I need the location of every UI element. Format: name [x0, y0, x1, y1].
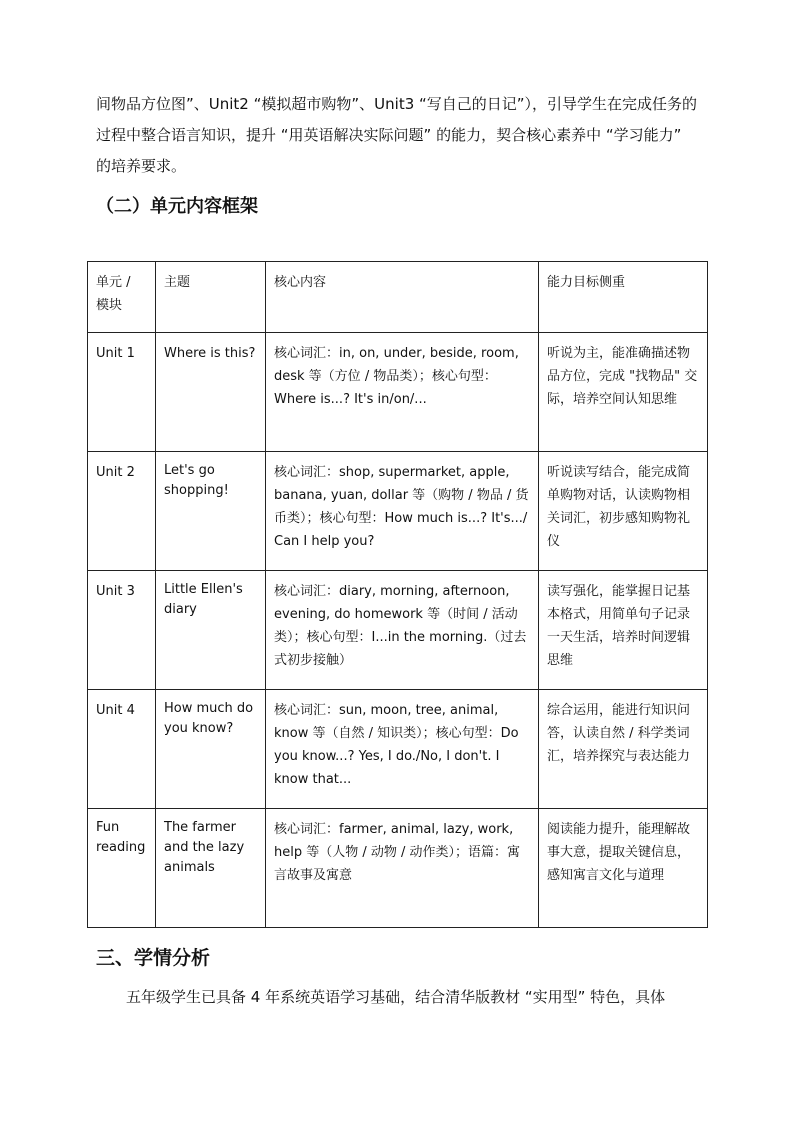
cell-content: 核心词汇：diary, morning, afternoon, evening, do homework 等（时间 / 活动类）；核心句型：I...in the morning.（过去式初步接触）	[266, 571, 539, 690]
table-row	[88, 333, 708, 452]
cell-unit: Unit 1	[88, 333, 156, 452]
table-row	[88, 690, 708, 809]
learner-analysis-paragraph: 五年级学生已具备 4 年系统英语学习基础，结合清华版教材 “实用型” 特色，具体	[126, 988, 666, 1006]
table-header-row	[88, 262, 708, 333]
header-topic: 主题	[156, 262, 266, 333]
table-row	[88, 452, 708, 571]
cell-topic: The farmer and the lazy animals	[156, 809, 266, 928]
intro-paragraph: 间物品方位图”、Unit2 “模拟超市购物”、Unit3 “写自己的日记”），引导学生在完成任务的过程中整合语言知识，提升 “用英语解决实际问题” 的能力，契合核心素养中 “学习能力” 的培养要求。	[96, 95, 698, 175]
cell-content: 核心词汇：shop, supermarket, apple, banana, yuan, dollar 等（购物 / 物品 / 货币类）；核心句型：How much is...? It's.../ Can I help you?	[266, 452, 539, 571]
cell-topic: How much do you know?	[156, 690, 266, 809]
cell-unit: Unit 3	[88, 571, 156, 690]
table-row	[88, 571, 708, 690]
cell-unit: Fun reading	[88, 809, 156, 928]
cell-unit: Unit 2	[88, 452, 156, 571]
cell-content: 核心词汇：sun, moon, tree, animal, know 等（自然 / 知识类）；核心句型：Do you know...? Yes, I do./No, I don't. I know that...	[266, 690, 539, 809]
cell-goal: 听说为主，能准确描述物品方位，完成 "找物品" 交际，培养空间认知思维	[539, 333, 708, 452]
header-goal: 能力目标侧重	[539, 262, 708, 333]
cell-content: 核心词汇：in, on, under, beside, room, desk 等（方位 / 物品类）；核心句型：Where is...? It's in/on/...	[266, 333, 539, 452]
section-heading-learner-analysis: 三、学情分析	[96, 947, 211, 969]
header-unit: 单元 / 模块	[88, 262, 156, 333]
section-heading-content-framework: （二）单元内容框架	[96, 196, 258, 217]
cell-goal: 综合运用，能进行知识问答，认读自然 / 科学类词汇，培养探究与表达能力	[539, 690, 708, 809]
cell-goal: 听说读写结合，能完成简单购物对话，认读购物相关词汇，初步感知购物礼仪	[539, 452, 708, 571]
table-row	[88, 809, 708, 928]
cell-topic: Where is this?	[156, 333, 266, 452]
header-content: 核心内容	[266, 262, 539, 333]
cell-goal: 阅读能力提升，能理解故事大意，提取关键信息，感知寓言文化与道理	[539, 809, 708, 928]
cell-topic: Let's go shopping!	[156, 452, 266, 571]
cell-content: 核心词汇：farmer, animal, lazy, work, help 等（人物 / 动物 / 动作类）；语篇：寓言故事及寓意	[266, 809, 539, 928]
cell-goal: 读写强化，能掌握日记基本格式，用简单句子记录一天生活，培养时间逻辑思维	[539, 571, 708, 690]
cell-topic: Little Ellen's diary	[156, 571, 266, 690]
unit-content-table	[87, 261, 708, 928]
cell-unit: Unit 4	[88, 690, 156, 809]
